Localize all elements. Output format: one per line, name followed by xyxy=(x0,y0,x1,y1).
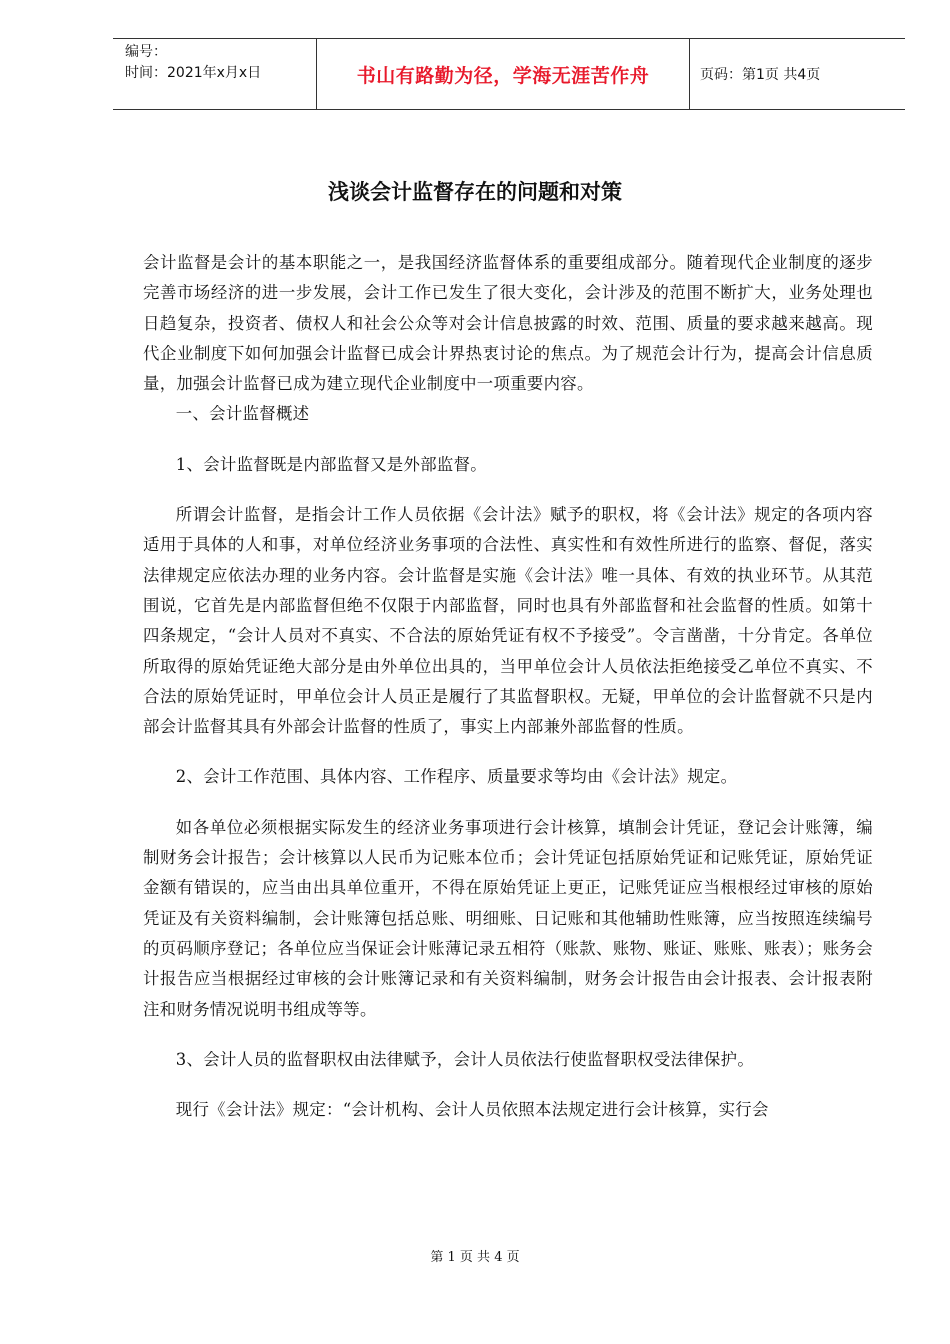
subheading-1: 1、会计监督既是内部监督又是外部监督。 xyxy=(175,454,487,474)
paragraph-3: 现行《会计法》规定：“会计机构、会计人员依照本法规定进行会计核算，实行会 xyxy=(175,1100,769,1120)
subheading-3: 3、会计人员的监督职权由法律赋予，会计人员依法行使监督职权受法律保护。 xyxy=(175,1049,755,1069)
section-heading-overview: 一、会计监督概述 xyxy=(175,404,310,424)
paragraph-intro: 会计监督是会计的基本职能之一，是我国经济监督体系的重要组成部分。随着现代企业制度的逐步完善市场经济的进一步发展，会计工作已发生了很大变化，会计涉及的范围不断扩大，业务处理也日趋复杂，投资者、债权人和社会公众等对会计信息披露的时效、范围、质量的要求越来越高。现代企业制度下如何加强会计监督已成会计界热衷讨论的焦点。为了规范会计行为，提高会计信息质量，加强会计监督已成为建立现代企业制度中一项重要内容。 xyxy=(143,253,873,394)
subheading-2: 2、会计工作范围、具体内容、工作程序、质量要求等均由《会计法》规定。 xyxy=(175,767,738,787)
paragraph-1: 所谓会计监督，是指会计工作人员依据《会计法》赋予的职权，将《会计法》规定的各项内容适用于具体的人和事，对单位经济业务事项的合法性、真实性和有效性所进行的监察、督促，落实法律规定应依法办理的业务内容。会计监督是实施《会计法》唯一具体、有效的执业环节。从其范围说，它首先是内部监督但绝不仅限于内部监督，同时也具有外部监督和社会监督的性质。如第十四条规定，“会计人员对不真实、不合法的原始凭证有权不予接受”。令言凿凿，十分肯定。各单位所取得的原始凭证绝大部分是由外单位出具的，当甲单位会计人员依法拒绝接受乙单位不真实、不合法的原始凭证时，甲单位会计人员正是履行了其监督职权。无疑，甲单位的会计监督就不只是内部会计监督其具有外部会计监督的性质了，事实上内部兼外部监督的性质。 xyxy=(143,505,873,737)
document-body xyxy=(143,248,873,1125)
header-number-label: 编号： xyxy=(125,44,167,60)
header-motto: 书山有路勤为径，学海无涯苦作舟 xyxy=(316,39,690,109)
paragraph-2: 如各单位必须根据实际发生的经济业务事项进行会计核算，填制会计凭证，登记会计账簿，编制财务会计报告；会计核算以人民币为记账本位币；会计凭证包括原始凭证和记账凭证，原始凭证金额有错误的，应当由出具单位重开，不得在原始凭证上更正，记账凭证应当根根经过审核的原始凭证及有关资料编制，会计账簿包括总账、明细账、日记账和其他辅助性账簿，应当按照连续编号的页码顺序登记；各单位应当保证会计账薄记录五相符（账款、账物、账证、账账、账表）；账务会计报告应当根据经过审核的会计账簿记录和有关资料编制，财务会计报告由会计报表、会计报表附注和财务情况说明书组成等等。 xyxy=(143,817,873,1019)
header-time-label: 时间：2021年x月x日 xyxy=(125,65,262,81)
header-page-info: 页码：第1页 共4页 xyxy=(700,67,821,83)
header-meta xyxy=(113,39,316,109)
page-footer: 第 1 页 共 4 页 xyxy=(430,1250,520,1265)
document-title: 浅谈会计监督存在的问题和对策 xyxy=(328,180,622,204)
document-header xyxy=(113,38,905,110)
